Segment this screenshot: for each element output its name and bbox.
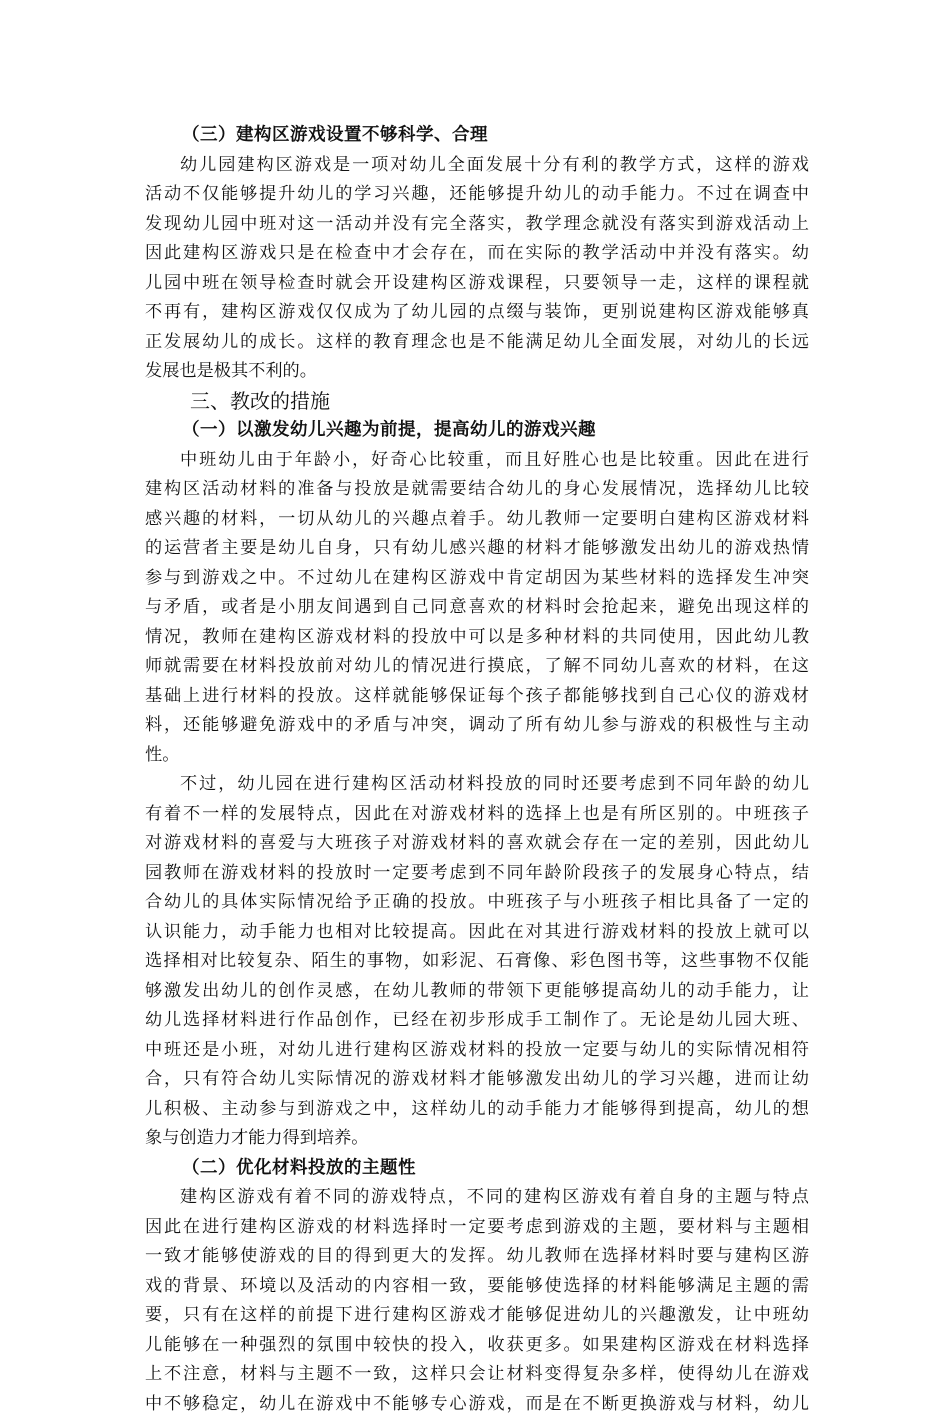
- paragraph-line: 感兴趣的材料，一切从幼儿的兴趣点着手。幼儿教师一定要明白建构区游戏材料: [145, 505, 809, 535]
- paragraph-line: 因此在进行建构区游戏的材料选择时一定要考虑到游戏的主题，要材料与主题相: [145, 1213, 809, 1243]
- paragraph-line: 发现幼儿园中班对这一活动并没有完全落实，教学理念就没有落实到游戏活动上: [145, 210, 809, 240]
- paragraph-line: 要，只有在这样的前提下进行建构区游戏才能够促进幼儿的兴趣激发，让中班幼: [145, 1301, 809, 1331]
- paragraph-line: 选择相对比较复杂、陌生的事物，如彩泥、石膏像、彩色图书等，这些事物不仅能: [145, 947, 809, 977]
- paragraph-line: 中班幼儿由于年龄小，好奇心比较重，而且好胜心也是比较重。因此在进行: [145, 446, 809, 476]
- paragraph-line: 象与创造力才能力得到培养。: [145, 1124, 809, 1154]
- paragraph-line: 园教师在游戏材料的投放时一定要考虑到不同年龄阶段孩子的发展身心特点，结: [145, 859, 809, 889]
- paragraph-line: 中不够稳定，幼儿在游戏中不能够专心游戏，而是在不断更换游戏与材料，幼儿: [145, 1390, 809, 1419]
- subsection-heading: （一）以激发幼儿兴趣为前提，提高幼儿的游戏兴趣: [145, 416, 809, 446]
- paragraph-line: 幼儿选择材料进行作品创作，已经在初步形成手工制作了。无论是幼儿园大班、: [145, 1006, 809, 1036]
- section-heading: 三、教改的措施: [145, 387, 809, 417]
- paragraph-line: 发展也是极其不利的。: [145, 357, 809, 387]
- paragraph-line: 情况，教师在建构区游戏材料的投放中可以是多种材料的共同使用，因此幼儿教: [145, 623, 809, 653]
- paragraph-line: 一致才能够使游戏的目的得到更大的发挥。幼儿教师在选择材料时要与建构区游: [145, 1242, 809, 1272]
- paragraph-line: 儿园中班在领导检查时就会开设建构区游戏课程，只要领导一走，这样的课程就: [145, 269, 809, 299]
- paragraph-line: 料，还能够避免游戏中的矛盾与冲突，调动了所有幼儿参与游戏的积极性与主动: [145, 711, 809, 741]
- body-paragraph: [145, 446, 809, 771]
- subsection-heading: （二）优化材料投放的主题性: [145, 1154, 809, 1184]
- body-paragraph: [145, 151, 809, 387]
- paragraph-line: 合，只有符合幼儿实际情况的游戏材料才能够激发出幼儿的学习兴趣，进而让幼: [145, 1065, 809, 1095]
- paragraph-line: 的运营者主要是幼儿自身，只有幼儿感兴趣的材料才能够激发出幼儿的游戏热情: [145, 534, 809, 564]
- paragraph-line: 正发展幼儿的成长。这样的教育理念也是不能满足幼儿全面发展，对幼儿的长远: [145, 328, 809, 358]
- paragraph-line: 建构区活动材料的准备与投放是就需要结合幼儿的身心发展情况，选择幼儿比较: [145, 475, 809, 505]
- paragraph-line: 参与到游戏之中。不过幼儿在建构区游戏中肯定胡因为某些材料的选择发生冲突: [145, 564, 809, 594]
- document-body: [145, 121, 809, 1419]
- body-paragraph: [145, 1183, 809, 1419]
- paragraph-line: 戏的背景、环境以及活动的内容相一致，要能够使选择的材料能够满足主题的需: [145, 1272, 809, 1302]
- paragraph-line: 性。: [145, 741, 809, 771]
- paragraph-line: 有着不一样的发展特点，因此在对游戏材料的选择上也是有所区别的。中班孩子: [145, 800, 809, 830]
- paragraph-line: 够激发出幼儿的创作灵感，在幼儿教师的带领下更能够提高幼儿的动手能力，让: [145, 977, 809, 1007]
- paragraph-line: 儿积极、主动参与到游戏之中，这样幼儿的动手能力才能够得到提高，幼儿的想: [145, 1095, 809, 1125]
- paragraph-line: 建构区游戏有着不同的游戏特点，不同的建构区游戏有着自身的主题与特点: [145, 1183, 809, 1213]
- paragraph-line: 不过，幼儿园在进行建构区活动材料投放的同时还要考虑到不同年龄的幼儿: [145, 770, 809, 800]
- paragraph-line: 不再有，建构区游戏仅仅成为了幼儿园的点缀与装饰，更别说建构区游戏能够真: [145, 298, 809, 328]
- paragraph-line: 合幼儿的具体实际情况给予正确的投放。中班孩子与小班孩子相比具备了一定的: [145, 888, 809, 918]
- paragraph-line: 师就需要在材料投放前对幼儿的情况进行摸底，了解不同幼儿喜欢的材料，在这: [145, 652, 809, 682]
- paragraph-line: 基础上进行材料的投放。这样就能够保证每个孩子都能够找到自己心仪的游戏材: [145, 682, 809, 712]
- body-paragraph: [145, 770, 809, 1154]
- paragraph-line: 对游戏材料的喜爱与大班孩子对游戏材料的喜欢就会存在一定的差别，因此幼儿: [145, 829, 809, 859]
- paragraph-line: 与矛盾，或者是小朋友间遇到自己同意喜欢的材料时会抢起来，避免出现这样的: [145, 593, 809, 623]
- paragraph-line: 因此建构区游戏只是在检查中才会存在，而在实际的教学活动中并没有落实。幼: [145, 239, 809, 269]
- paragraph-line: 幼儿园建构区游戏是一项对幼儿全面发展十分有利的教学方式，这样的游戏: [145, 151, 809, 181]
- paragraph-line: 上不注意，材料与主题不一致，这样只会让材料变得复杂多样，使得幼儿在游戏: [145, 1360, 809, 1390]
- paragraph-line: 中班还是小班，对幼儿进行建构区游戏材料的投放一定要与幼儿的实际情况相符: [145, 1036, 809, 1066]
- paragraph-line: 儿能够在一种强烈的氛围中较快的投入，收获更多。如果建构区游戏在材料选择: [145, 1331, 809, 1361]
- paragraph-line: 活动不仅能够提升幼儿的学习兴趣，还能够提升幼儿的动手能力。不过在调查中: [145, 180, 809, 210]
- paragraph-line: 认识能力，动手能力也相对比较提高。因此在对其进行游戏材料的投放上就可以: [145, 918, 809, 948]
- subsection-heading: （三）建构区游戏设置不够科学、合理: [145, 121, 809, 151]
